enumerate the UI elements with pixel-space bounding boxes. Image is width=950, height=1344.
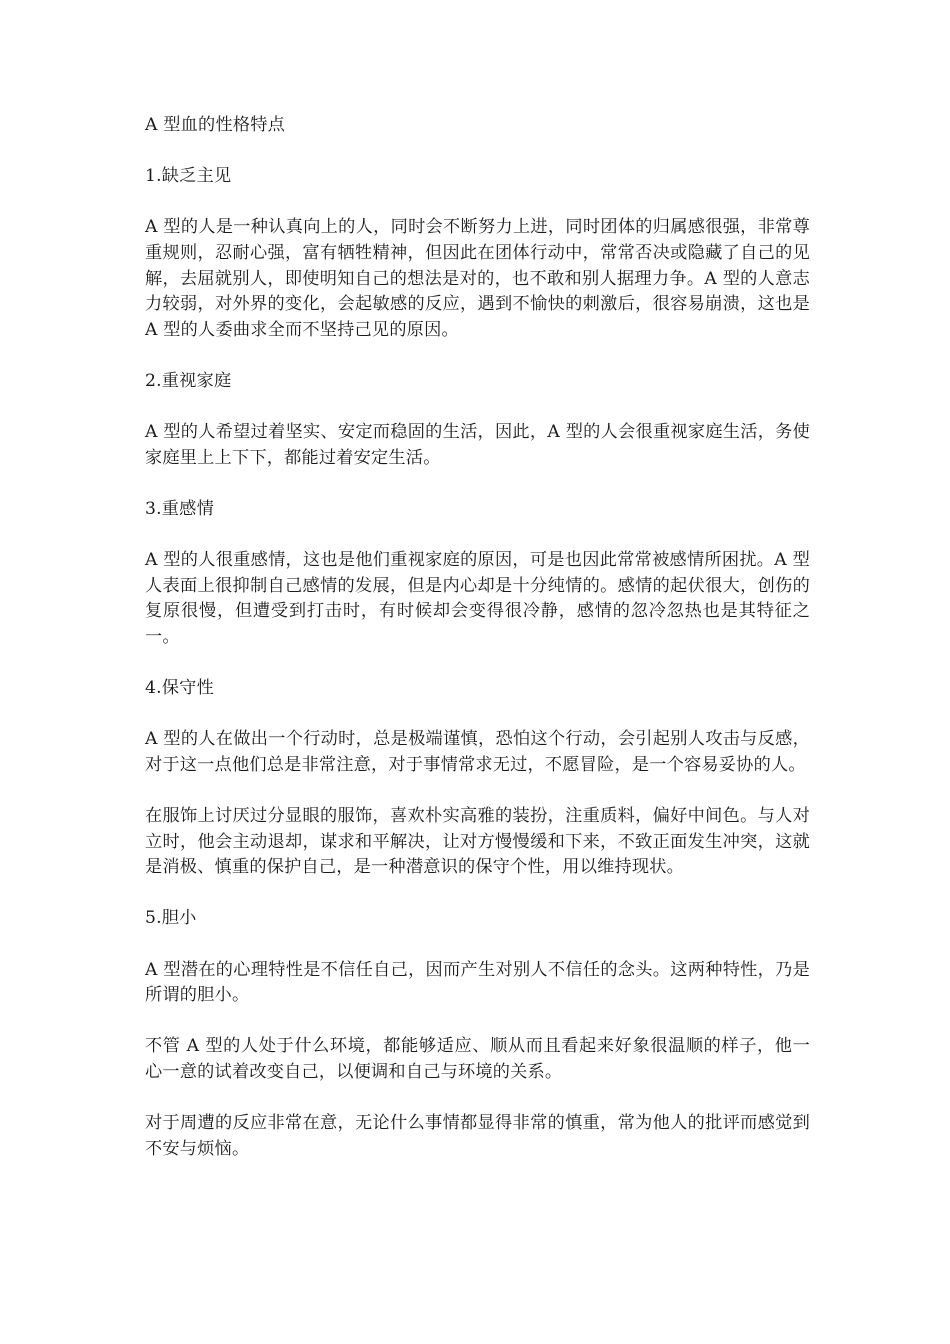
- section-5-paragraph-3: 对于周遭的反应非常在意，无论什么事情都显得非常的慎重，常为他人的批评而感觉到不安与烦恼。: [145, 1113, 810, 1159]
- section-5-paragraph-2: 不管 A 型的人处于什么环境，都能够适应、顺从而且看起来好象很温顺的样子，他一心一意的试着改变自己，以便调和自己与环境的关系。: [145, 1036, 810, 1082]
- section-4-paragraph-1: A 型的人在做出一个行动时，总是极端谨慎，恐怕这个行动，会引起别人攻击与反感，对于这一点他们总是非常注意，对于事情常求无过，不愿冒险，是一个容易妥协的人。: [145, 729, 810, 775]
- section-5-paragraph-1: A 型潜在的心理特性是不信任自己，因而产生对别人不信任的念头。这两种特性，乃是所谓的胆小。: [145, 959, 810, 1006]
- section-1-paragraph-1: A 型的人是一种认真向上的人，同时会不断努力上进，同时团体的归属感很强，非常尊重规则，忍耐心强，富有牺牲精神，但因此在团体行动中，常常否决或隐藏了自己的见解，去屈就别人，即使明知自己的想法是对的，也不敢和别人据理力争。A 型的人意志力较弱，对外界的变化，会起敏感的反应，遇到不愉快的刺激后，很容易崩溃，这也是 A 型的人委曲求全而不坚持己见的原因。: [145, 217, 810, 340]
- section-heading-4: 4.保守性: [145, 678, 214, 699]
- section-heading-2: 2.重视家庭: [145, 370, 232, 391]
- document-page: [145, 113, 810, 1188]
- section-heading-5: 5.胆小: [145, 908, 197, 929]
- section-2-paragraph-1: A 型的人希望过着坚实、安定而稳固的生活，因此，A 型的人会很重视家庭生活，务使家庭里上上下下，都能过着安定生活。: [145, 422, 810, 468]
- document-title: A 型血的性格特点: [145, 115, 285, 135]
- section-heading-1: 1.缺乏主见: [145, 166, 232, 187]
- section-3-paragraph-1: A 型的人很重感情，这也是他们重视家庭的原因，可是也因此常常被感情所困扰。A 型人表面上很抑制自己感情的发展，但是内心却是十分纯情的。感情的起伏很大，创伤的复原很慢，但遭受到打击时，有时候却会变得很冷静，感情的忽冷忽热也是其特征之一。: [145, 550, 810, 647]
- section-4-paragraph-2: 在服饰上讨厌过分显眼的服饰，喜欢朴实高雅的装扮，注重质料，偏好中间色。与人对立时，他会主动退却，谋求和平解决，让对方慢慢缓和下来，不致正面发生冲突，这就是消极、慎重的保护自己，是一种潜意识的保守个性，用以维持现状。: [145, 806, 810, 878]
- section-heading-3: 3.重感情: [145, 498, 214, 519]
